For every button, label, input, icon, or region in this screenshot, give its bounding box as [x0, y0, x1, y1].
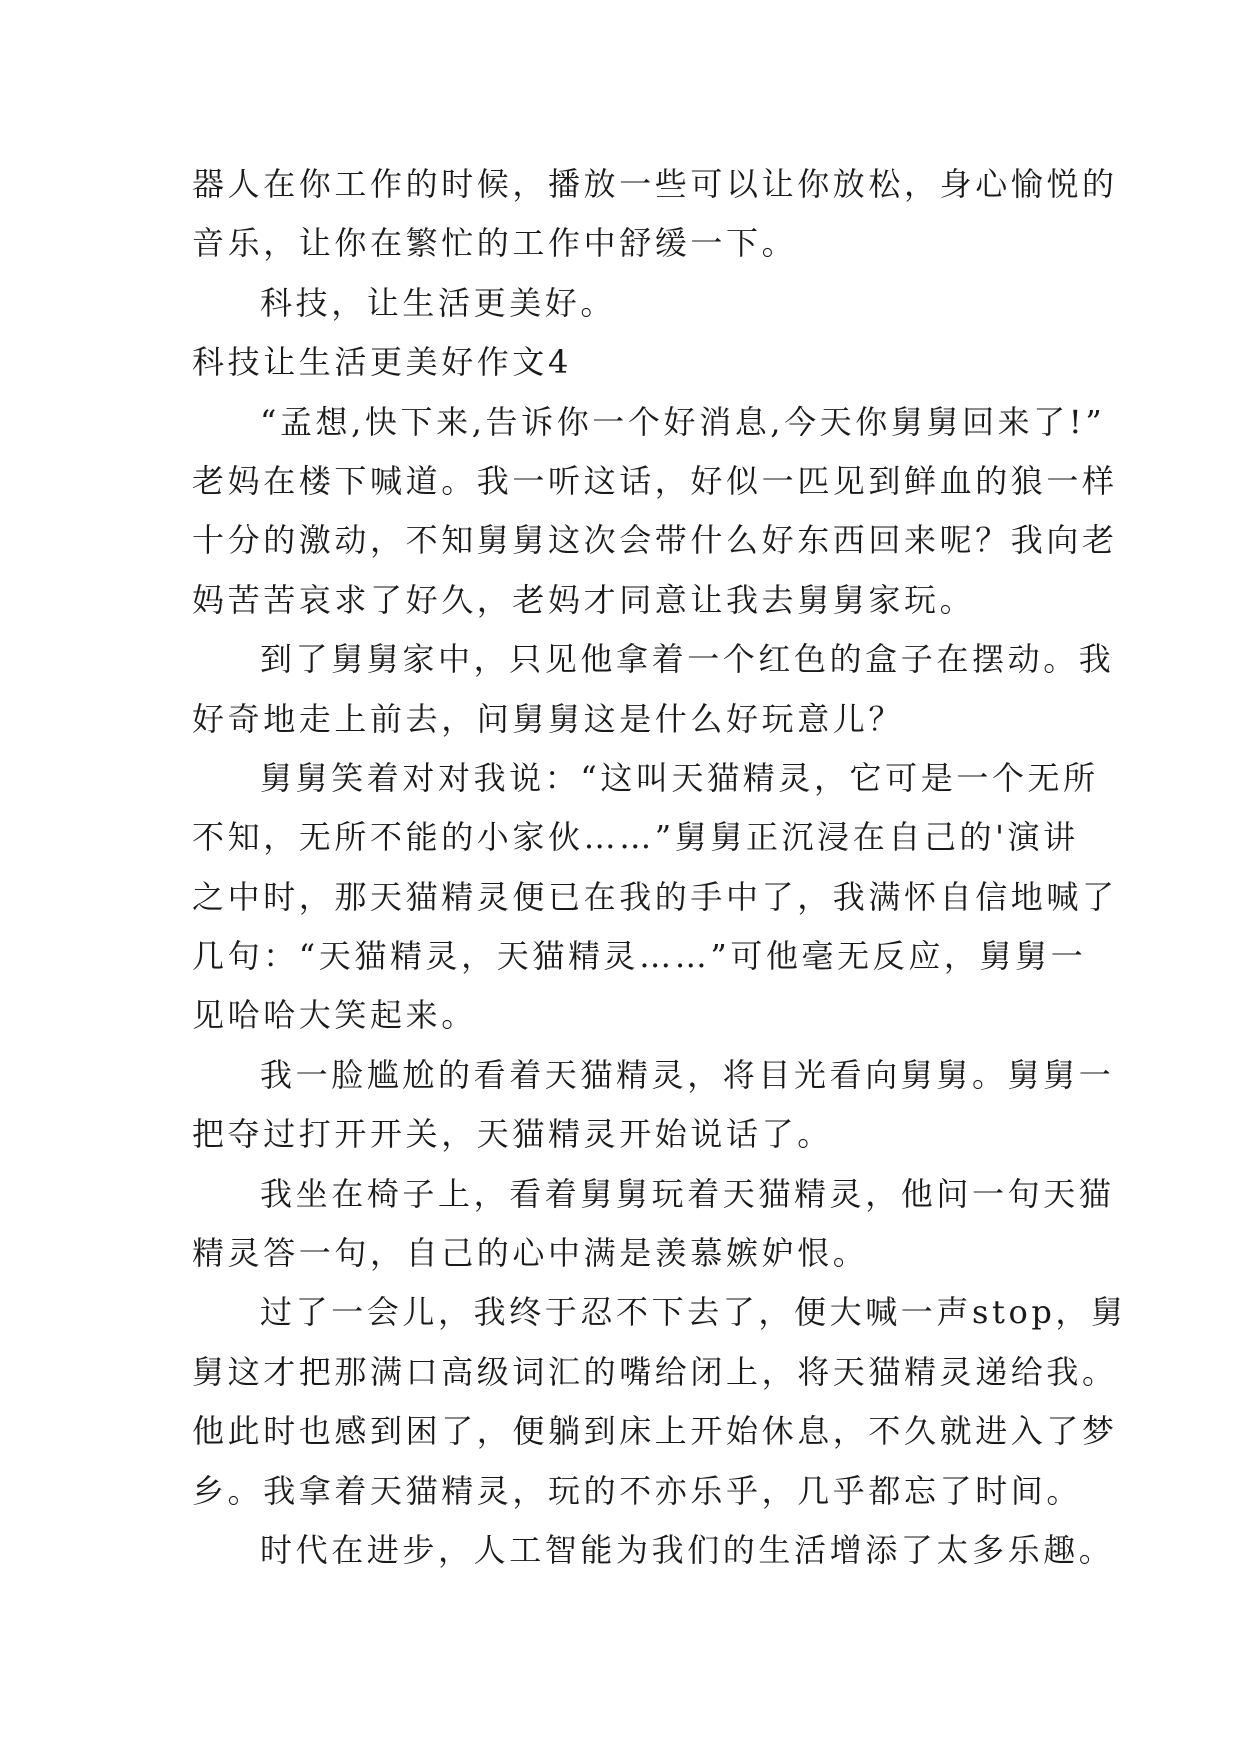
text-line: 之中时，那天猫精灵便已在我的手中了，我满怀自信地喊了 — [192, 877, 1118, 916]
text-line: 到了舅舅家中，只见他拿着一个红色的盒子在摆动。我 — [260, 640, 1115, 679]
text-line: 老妈在楼下喊道。我一听这话，好似一匹见到鲜血的狼一样 — [192, 461, 1118, 500]
text-line: 我坐在椅子上，看着舅舅玩着天猫精灵，他问一句天猫 — [260, 1174, 1115, 1213]
text-line: 把夺过打开开关，天猫精灵开始说话了。 — [192, 1115, 833, 1154]
text-line: 精灵答一句，自己的心中满是羡慕嫉妒恨。 — [192, 1234, 869, 1273]
text-line: 过了一会儿，我终于忍不下去了，便大喊一声stop，舅 — [260, 1293, 1127, 1332]
text-line: 好奇地走上前去，问舅舅这是什么好玩意儿？ — [192, 699, 905, 738]
text-line: 音乐，让你在繁忙的工作中舒缓一下。 — [192, 224, 798, 263]
text-line: 科技，让生活更美好。 — [260, 283, 617, 322]
text-line: 乡。我拿着天猫精灵，玩的不亦乐乎，几乎都忘了时间。 — [192, 1471, 1083, 1510]
text-line: 我一脸尴尬的看着天猫精灵，将目光看向舅舅。舅舅一 — [260, 1055, 1115, 1094]
text-line: 妈苦苦哀求了好久，老妈才同意让我去舅舅家玩。 — [192, 580, 976, 619]
text-line: 十分的激动，不知舅舅这次会带什么好东西回来呢？我向老 — [192, 521, 1118, 560]
text-line: “孟想,快下来,告诉你一个好消息,今天你舅舅回来了!” — [260, 402, 1106, 441]
text-line: 舅舅笑着对对我说：“这叫天猫精灵，它可是一个无所 — [260, 758, 1099, 797]
document-body — [192, 155, 1127, 1580]
text-line: 几句：“天猫精灵，天猫精灵……”可他毫无反应，舅舅一 — [192, 937, 1087, 976]
text-line: 器人在你工作的时候，播放一些可以让你放松，身心愉悦的 — [192, 165, 1118, 203]
text-line: 见哈哈大笑起来。 — [192, 996, 477, 1035]
text-line: 不知，无所不能的小家伙……”舅舅正沉浸在自己的'演讲 — [192, 818, 1079, 857]
section-heading: 科技让生活更美好作文4 — [192, 343, 572, 382]
text-line: 时代在进步，人工智能为我们的生活增添了太多乐趣。 — [260, 1530, 1115, 1569]
text-line: 他此时也感到困了，便躺到床上开始休息，不久就进入了梦 — [192, 1412, 1118, 1451]
text-line: 舅这才把那满口高级词汇的嘴给闭上，将天猫精灵递给我。 — [192, 1352, 1118, 1391]
